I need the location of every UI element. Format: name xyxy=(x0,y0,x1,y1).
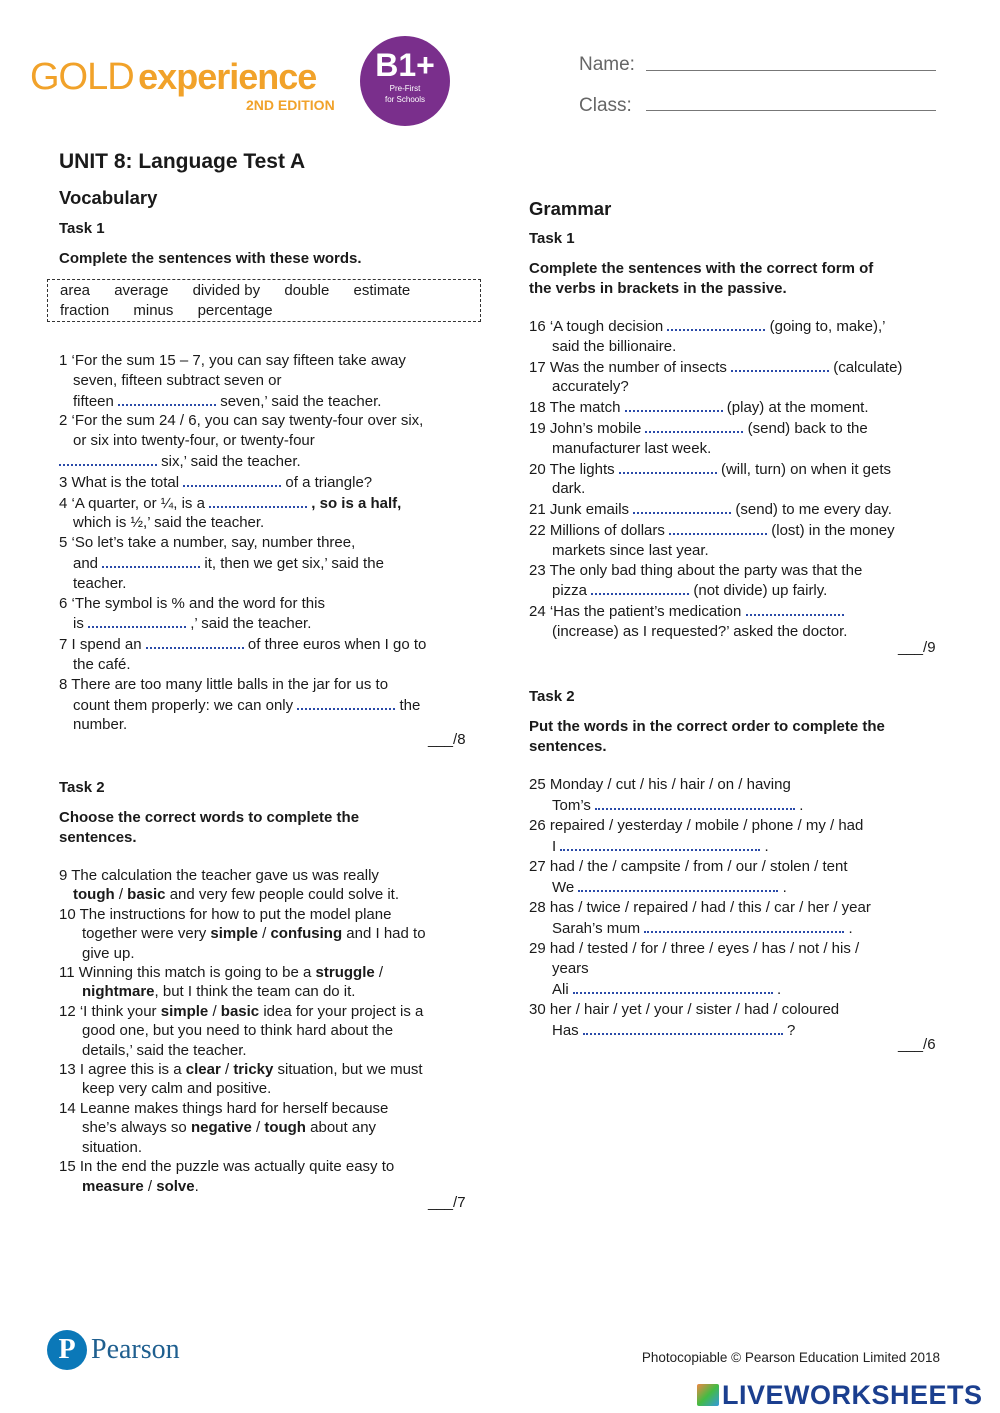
answer-blank-30[interactable] xyxy=(583,1020,783,1035)
vocab-task2-score: ___/7 xyxy=(428,1194,466,1211)
choice-simple-2[interactable]: simple xyxy=(160,1002,209,1020)
q1-text-c2: seven,’ said the teacher. xyxy=(220,392,382,410)
q14-line-b xyxy=(59,1118,479,1137)
q28-line-b xyxy=(529,918,949,939)
word-average: average xyxy=(114,282,169,299)
question-14 xyxy=(59,1099,479,1118)
q29-text-b: years xyxy=(552,960,589,977)
q8-line-c xyxy=(59,715,479,735)
question-21 xyxy=(529,499,949,520)
question-19 xyxy=(529,418,949,439)
q23-text-a: 23 The only bad thing about the party was that the xyxy=(529,561,863,579)
q2-text-c: six,’ said the teacher. xyxy=(161,452,301,470)
q5-text-c: teacher. xyxy=(73,574,127,592)
answer-blank-2[interactable] xyxy=(59,451,157,466)
q14-text-a: 14 Leanne makes things hard for herself because xyxy=(59,1099,389,1117)
copyright-notice: Photocopiable © Pearson Education Limited 2018 xyxy=(641,1350,940,1365)
q17-text-c: accurately? xyxy=(552,378,629,396)
q27-text-a: 27 had / the / campsite / from / our / stolen / tent xyxy=(529,858,848,875)
question-24 xyxy=(529,601,949,622)
slash: / xyxy=(118,886,123,904)
answer-blank-16[interactable] xyxy=(667,316,765,331)
word-box xyxy=(47,279,481,322)
q13-line-c xyxy=(59,1079,479,1098)
question-8 xyxy=(59,675,479,695)
choice-struggle[interactable]: struggle xyxy=(315,964,375,982)
q14-text-b: she’s always so xyxy=(82,1119,187,1137)
period: . xyxy=(764,838,769,855)
q24-line-b xyxy=(529,622,949,642)
q19-text-a: 19 John’s mobile xyxy=(529,419,642,437)
q5-text-a: 5 ‘So let’s take a number, say, number three, xyxy=(59,534,356,552)
logo-experience-text: experience xyxy=(138,56,317,97)
q16-line-c xyxy=(529,337,949,357)
q5-line-c xyxy=(59,574,479,594)
pearson-icon: P xyxy=(47,1330,87,1370)
word-double: double xyxy=(284,282,330,299)
question-29 xyxy=(529,939,949,959)
q15-line-b xyxy=(59,1177,479,1196)
question-23 xyxy=(529,561,949,581)
answer-blank-26[interactable] xyxy=(560,836,760,851)
q29-text-c: Ali xyxy=(552,981,569,998)
vocab-task2-instruction-2: sentences. xyxy=(59,828,137,846)
vocab-task1-questions xyxy=(59,351,479,735)
vocab-task2-label: Task 2 xyxy=(59,779,105,796)
grammar-task1-questions xyxy=(529,316,949,642)
q13-text-b: situation, but we must xyxy=(277,1061,423,1079)
q22-text-a: 22 Millions of dollars xyxy=(529,521,665,539)
grammar-task2-instruction-2: sentences. xyxy=(529,737,607,755)
pearson-logo xyxy=(47,1330,180,1370)
grammar-heading: Grammar xyxy=(529,198,612,219)
q9-line-b xyxy=(59,885,479,904)
q10-text-c: and I had to xyxy=(346,925,426,943)
choice-negative[interactable]: negative xyxy=(190,1119,252,1137)
choice-basic-2[interactable]: basic xyxy=(220,1002,260,1020)
q30-text-b: Has xyxy=(552,1022,579,1039)
q6-line-b xyxy=(59,613,479,634)
question-6 xyxy=(59,594,479,614)
period: . xyxy=(782,879,787,896)
q21-text-b: (send) to me every day. xyxy=(735,501,892,519)
answer-blank-1[interactable] xyxy=(118,391,216,406)
logo-gold-text: GOLD xyxy=(30,56,134,98)
q22-text-c: markets since last year. xyxy=(552,541,709,559)
q17-text-b: (calculate) xyxy=(833,358,903,376)
slash: / xyxy=(147,1177,153,1195)
word-estimate: estimate xyxy=(353,282,411,299)
answer-blank-27[interactable] xyxy=(578,877,778,892)
badge-subtitle-1: Pre-First xyxy=(389,84,421,93)
q8-text-b2: the xyxy=(399,696,421,714)
q12-text-d: details,’ said the teacher. xyxy=(82,1041,247,1059)
q24-text-b: (increase) as I requested?’ asked the doctor. xyxy=(552,622,848,640)
q28-text-b: Sarah’s mum xyxy=(552,920,641,937)
q8-text-b1: count them properly: we can only xyxy=(73,696,294,714)
q7-text-b: of three euros when I go to xyxy=(247,636,427,654)
answer-blank-22[interactable] xyxy=(669,520,767,535)
question-13 xyxy=(59,1060,479,1079)
choice-tough-2[interactable]: tough xyxy=(264,1119,306,1137)
question-15 xyxy=(59,1157,479,1176)
slash: / xyxy=(224,1061,230,1079)
liveworksheets-text: LIVEWORKSHEETS xyxy=(722,1380,983,1410)
q27-line-b xyxy=(529,877,949,898)
q2-line-c xyxy=(59,451,479,472)
q20-text-a: 20 The lights xyxy=(529,460,615,478)
q7-text-c: the café. xyxy=(73,655,131,673)
liveworksheets-watermark xyxy=(697,1380,983,1411)
q18-text-b: (play) at the moment. xyxy=(726,399,869,417)
q6-text-b2: ,’ said the teacher. xyxy=(190,615,312,633)
grammar-task2-label: Task 2 xyxy=(529,688,575,705)
grammar-task1-score: ___/9 xyxy=(898,639,936,656)
q6-text-b1: is xyxy=(73,615,84,633)
answer-blank-8[interactable] xyxy=(297,695,395,710)
q8-line-b xyxy=(59,695,479,716)
q23-line-b xyxy=(529,580,949,601)
vocab-task2-questions xyxy=(59,866,479,1196)
answer-blank-24[interactable] xyxy=(746,601,844,616)
question-28 xyxy=(529,898,949,918)
q10-text-d: give up. xyxy=(82,944,135,962)
answer-blank-19[interactable] xyxy=(645,418,743,433)
choice-tricky[interactable]: tricky xyxy=(233,1061,274,1079)
q16-text-b: (going to, make),’ xyxy=(769,318,886,335)
q20-text-c: dark. xyxy=(552,480,586,498)
question-18 xyxy=(529,397,949,418)
q10-line-d xyxy=(59,944,479,963)
word-percentage: percentage xyxy=(197,301,273,319)
question-12 xyxy=(59,1002,479,1021)
vocab-task1-label: Task 1 xyxy=(59,220,105,237)
class-field[interactable] xyxy=(646,110,936,111)
q1-text-b: seven, fifteen subtract seven or xyxy=(73,371,282,389)
word-area: area xyxy=(60,282,91,299)
question-16 xyxy=(529,316,949,337)
q12-text-c: good one, but you need to think hard about the xyxy=(82,1022,394,1040)
q16-text-c: said the billionaire. xyxy=(552,337,677,355)
q19-text-b: (send) back to the xyxy=(747,419,868,437)
q30-line-b xyxy=(529,1020,949,1041)
choice-nightmare[interactable]: nightmare xyxy=(82,983,155,1001)
q7-text-a: 7 I spend an xyxy=(59,636,142,654)
vocabulary-heading: Vocabulary xyxy=(59,187,158,208)
q29-line-c xyxy=(529,979,949,1000)
grammar-task1-instruction-2: the verbs in brackets in the passive. xyxy=(529,279,787,297)
slash: / xyxy=(212,1002,217,1020)
answer-blank-4[interactable] xyxy=(209,493,307,508)
q17-line-c xyxy=(529,377,949,397)
answer-blank-7[interactable] xyxy=(146,634,244,649)
question-2 xyxy=(59,411,479,431)
question-1 xyxy=(59,351,479,371)
choice-solve[interactable]: solve xyxy=(156,1177,195,1195)
q18-text-a: 18 The match xyxy=(529,399,621,417)
answer-blank-29[interactable] xyxy=(573,979,773,994)
q17-text-a: 17 Was the number of insects xyxy=(529,358,727,376)
question-26 xyxy=(529,816,949,836)
q13-text-a: 13 I agree this is a xyxy=(59,1061,182,1079)
q30-text-a: 30 her / hair / yet / your / sister / had / coloured xyxy=(529,1001,840,1018)
q13-text-c: keep very calm and positive. xyxy=(82,1080,272,1098)
slash: / xyxy=(262,925,267,943)
answer-blank-28[interactable] xyxy=(644,918,844,933)
q4-line-c xyxy=(59,513,479,533)
level-badge xyxy=(360,36,450,126)
choice-confusing[interactable]: confusing xyxy=(270,925,343,943)
q28-text-a: 28 has / twice / repaired / had / this / car / her / year xyxy=(529,899,871,916)
q27-text-b: We xyxy=(552,879,575,896)
question-20 xyxy=(529,459,949,480)
q9-text-a: 9 The calculation the teacher gave us was really xyxy=(59,867,379,884)
answer-blank-3[interactable] xyxy=(183,472,281,487)
question-mark: ? xyxy=(787,1022,796,1039)
q12-line-c xyxy=(59,1021,479,1040)
question-3 xyxy=(59,472,479,493)
answer-blank-18[interactable] xyxy=(625,397,723,412)
q25-text-a: 25 Monday / cut / his / hair / on / having xyxy=(529,776,791,793)
question-7 xyxy=(59,634,479,655)
answer-blank-23[interactable] xyxy=(591,580,689,595)
q11-text-b: , but I think the team can do it. xyxy=(154,983,356,1001)
q2-text-a: 2 ‘For the sum 24 / 6, you can say twenty-four over six, xyxy=(59,412,424,430)
q11-line-b xyxy=(59,982,479,1001)
slash: / xyxy=(255,1119,261,1137)
q29-text-a: 29 had / tested / for / three / eyes / has / not / his / xyxy=(529,940,860,957)
q24-text-a: 24 ‘Has the patient’s medication xyxy=(529,603,742,621)
q12-text-a: 12 ‘I think your xyxy=(59,1002,157,1020)
q25-line-b xyxy=(529,795,949,816)
name-field[interactable] xyxy=(646,70,936,71)
pearson-wordmark: Pearson xyxy=(91,1334,180,1365)
q2-text-b: or six into twenty-four, or twenty-four xyxy=(73,432,315,450)
q20-text-b: (will, turn) on when it gets xyxy=(720,460,892,478)
q2-line-b xyxy=(59,431,479,451)
q12-text-b: idea for your project is a xyxy=(263,1002,424,1020)
q22-text-b: (lost) in the money xyxy=(771,521,895,539)
grammar-task2-score: ___/6 xyxy=(898,1036,936,1053)
question-11 xyxy=(59,963,479,982)
vocab-task1-instruction: Complete the sentences with these words. xyxy=(59,250,362,267)
period: . xyxy=(194,1177,199,1195)
q5-line-b xyxy=(59,553,479,574)
vocab-task2-instruction-1: Choose the correct words to complete the xyxy=(59,809,360,826)
q7-line-c xyxy=(59,655,479,675)
choice-measure[interactable]: measure xyxy=(82,1177,144,1195)
choice-clear[interactable]: clear xyxy=(185,1061,221,1079)
period: . xyxy=(848,920,853,937)
q23-text-b2: (not divide) up fairly. xyxy=(693,582,828,600)
q20-line-c xyxy=(529,479,949,499)
q1-text-a: 1 ‘For the sum 15 – 7, you can say fifteen take away xyxy=(59,352,406,369)
q19-text-c: manufacturer last week. xyxy=(552,439,712,457)
vocab-task2-instruction xyxy=(59,808,359,847)
question-5 xyxy=(59,533,479,553)
q3-text-b: of a triangle? xyxy=(285,473,373,491)
page-title: UNIT 8: Language Test A xyxy=(59,150,306,173)
question-25 xyxy=(529,775,949,795)
q14-line-d xyxy=(59,1138,479,1157)
question-9 xyxy=(59,866,479,885)
word-fraction: fraction xyxy=(60,301,110,319)
q14-text-d: situation. xyxy=(82,1138,143,1156)
q26-text-b: I xyxy=(552,838,557,855)
choice-basic[interactable]: basic xyxy=(127,886,166,904)
q1-text-c1: fifteen xyxy=(73,392,114,410)
q1-line-b xyxy=(59,371,479,391)
q23-text-b1: pizza xyxy=(552,582,588,600)
q26-text-a: 26 repaired / yesterday / mobile / phone / my / had xyxy=(529,817,864,834)
q10-text-b: together were very xyxy=(82,925,207,943)
liveworksheets-icon xyxy=(697,1384,719,1406)
period: . xyxy=(777,981,782,998)
slash: / xyxy=(378,964,384,982)
choice-tough[interactable]: tough xyxy=(73,886,115,904)
q14-text-c: about any xyxy=(310,1119,377,1137)
q4-text-b: , so is a half, xyxy=(311,494,402,512)
q4-text-c: which is ½,’ said the teacher. xyxy=(73,514,265,532)
q1-line-c xyxy=(59,391,479,412)
answer-blank-5[interactable] xyxy=(102,553,200,568)
q26-line-b xyxy=(529,836,949,857)
question-30 xyxy=(529,1000,949,1020)
grammar-task2-questions xyxy=(529,775,949,1041)
grammar-task1-instruction-1: Complete the sentences with the correct form of xyxy=(529,260,874,277)
grammar-task1-label: Task 1 xyxy=(529,230,575,247)
answer-blank-21[interactable] xyxy=(633,499,731,514)
word-minus: minus xyxy=(133,301,174,319)
badge-subtitle-2: for Schools xyxy=(384,95,426,104)
q10-line-b xyxy=(59,924,479,943)
q29-line-b xyxy=(529,959,949,979)
answer-blank-25[interactable] xyxy=(595,795,795,810)
grammar-task1-instruction xyxy=(529,259,873,298)
question-10 xyxy=(59,905,479,924)
q10-text-a: 10 The instructions for how to put the model plane xyxy=(59,905,392,923)
name-label: Name: xyxy=(579,54,635,75)
choice-simple[interactable]: simple xyxy=(210,925,258,943)
grammar-task2-instruction xyxy=(529,717,885,756)
q5-text-b2: it, then we get six,’ said the xyxy=(204,554,384,572)
answer-blank-6[interactable] xyxy=(88,613,186,628)
edition-label: 2ND EDITION xyxy=(246,97,335,113)
q8-text-a: 8 There are too many little balls in the jar for us to xyxy=(59,675,389,693)
badge-level: B1+ xyxy=(375,47,435,83)
period: . xyxy=(799,797,804,814)
vocab-task1-score: ___/8 xyxy=(428,731,466,748)
answer-blank-17[interactable] xyxy=(731,357,829,372)
q12-line-d xyxy=(59,1041,479,1060)
q21-text-a: 21 Junk emails xyxy=(529,501,630,519)
q19-line-c xyxy=(529,439,949,459)
q6-text-a: 6 ‘The symbol is % and the word for this xyxy=(59,594,325,612)
q16-text-a: 16 ‘A tough decision xyxy=(529,318,664,335)
q25-text-b: Tom’s xyxy=(552,797,591,814)
q11-text-a: 11 Winning this match is going to be a xyxy=(59,964,312,982)
answer-blank-20[interactable] xyxy=(619,459,717,474)
question-17 xyxy=(529,357,949,378)
q9-text-b: and very few people could solve it. xyxy=(169,886,400,904)
question-22 xyxy=(529,520,949,541)
class-label: Class: xyxy=(579,95,632,116)
word-divided-by: divided by xyxy=(192,282,261,299)
q3-text-a: 3 What is the total xyxy=(59,473,180,491)
q5-text-b1: and xyxy=(73,554,99,572)
question-4 xyxy=(59,493,479,514)
q15-text-a: 15 In the end the puzzle was actually quite easy to xyxy=(59,1158,395,1176)
q8-text-c: number. xyxy=(73,716,128,734)
q22-line-c xyxy=(529,541,949,561)
q4-text-a: 4 ‘A quarter, or ¼, is a xyxy=(59,494,205,512)
question-27 xyxy=(529,857,949,877)
grammar-task2-instruction-1: Put the words in the correct order to complete the xyxy=(529,718,885,735)
